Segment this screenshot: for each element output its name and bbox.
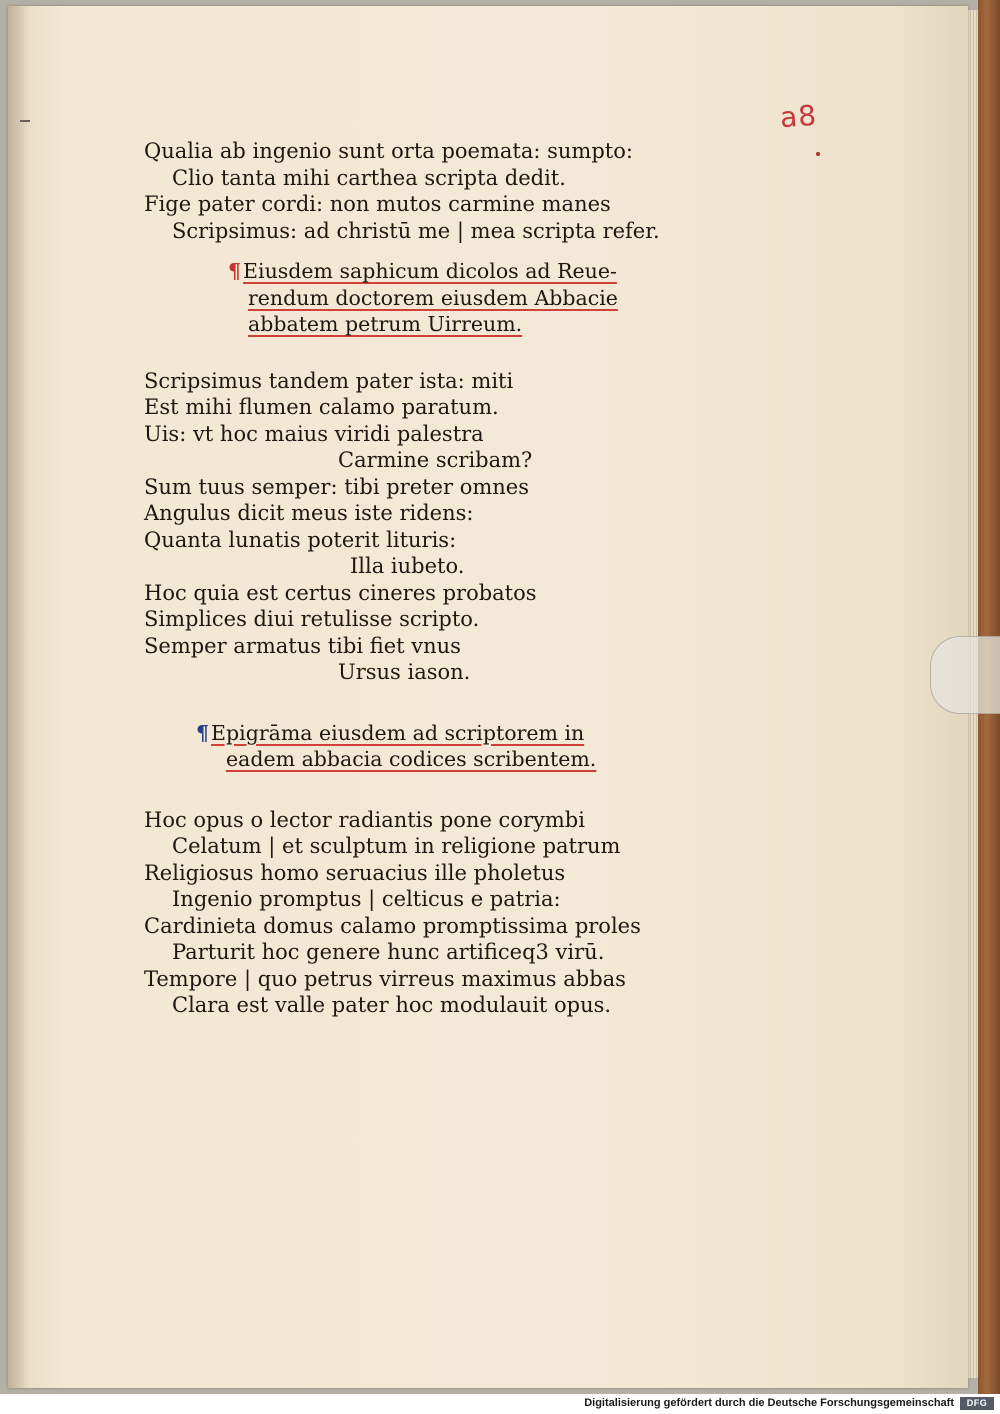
verse-line: Parturit hoc genere hunc artificeq3 virū. [172,940,605,964]
verse-line: Ursus iason. [338,660,471,684]
margin-mark [20,120,30,122]
verse-line: Cardinieta domus calamo promptissima proles [144,913,641,938]
heading-epigram [144,720,704,773]
pilcrow-icon: ¶ [196,720,210,745]
stanza-2 [144,368,704,686]
verse-line: Scripsimus: ad christū me | mea scripta refer. [172,218,660,243]
verse-line: Angulus dicit meus iste ridens: [144,501,474,525]
stanza-1 [144,138,704,244]
verse-line: Hoc quia est certus cineres probatos [144,580,537,605]
verse-line: Religiosus homo seruacius ille pholetus [144,860,566,885]
verse-line: Semper armatus tibi fiet vnus [144,633,461,658]
page-clip [930,636,1000,714]
dfg-logo-icon: DFG [960,1397,994,1410]
verse-line: Uis: vt hoc maius viridi palestra [144,421,484,446]
heading-text: Eiusdem saphicum dicolos ad Reue- [243,259,617,283]
heading-line [144,311,704,338]
heading-text: eadem abbacia codices scribentem. [226,747,597,771]
verse-line: Ingenio promptus | celticus e patria: [172,887,561,911]
heading-line [144,258,704,285]
page-text [144,138,704,1019]
verse-line: Tempore | quo petrus virreus maximus abbas [144,966,626,991]
heading-text: abbatem petrum Uirreum. [248,312,523,336]
pilcrow-icon: ¶ [228,259,242,283]
verse-line: Qualia ab ingenio sunt orta poemata: sumpto: [144,139,633,163]
verse-line: Celatum | et sculptum in religione patrum [172,834,621,858]
verse-line: Simplices diui retulisse scripto. [144,607,480,631]
heading-text: rendum doctorem eiusdem Abbacie [248,285,618,310]
verse-line: Clara est valle pater hoc modulauit opus. [172,993,612,1017]
folio-mark: a8 [778,98,819,135]
verse-line: Sum tuus semper: tibi preter omnes [144,474,529,499]
verse-line: Carmine scribam? [338,448,533,472]
verse-line: Est mihi flumen calamo paratum. [144,395,499,419]
verse-line: Fige pater cordi: non mutos carmine manes [144,192,611,216]
folio-dot [816,152,820,156]
funding-credit: Digitalisierung gefördert durch die Deutsche Forschungsgemeinschaft [584,1397,954,1409]
verse-line: Hoc opus o lector radiantis pone corymbi [144,807,585,832]
footer-bar [0,1394,1000,1414]
verse-line: Illa iubeto. [350,554,465,578]
heading-line [144,285,704,312]
verse-line: Clio tanta mihi carthea scripta dedit. [172,165,566,190]
verse-line: Scripsimus tandem pater ista: miti [144,368,514,393]
heading-text: Epigrāma eiusdem ad scriptorem in [211,720,585,745]
heading-line [144,720,704,747]
verse-line: Quanta lunatis poterit lituris: [144,527,457,552]
heading-line [144,746,704,773]
gutter-shadow [8,6,30,1388]
stanza-3 [144,807,704,1019]
heading-saphicum [144,258,704,338]
